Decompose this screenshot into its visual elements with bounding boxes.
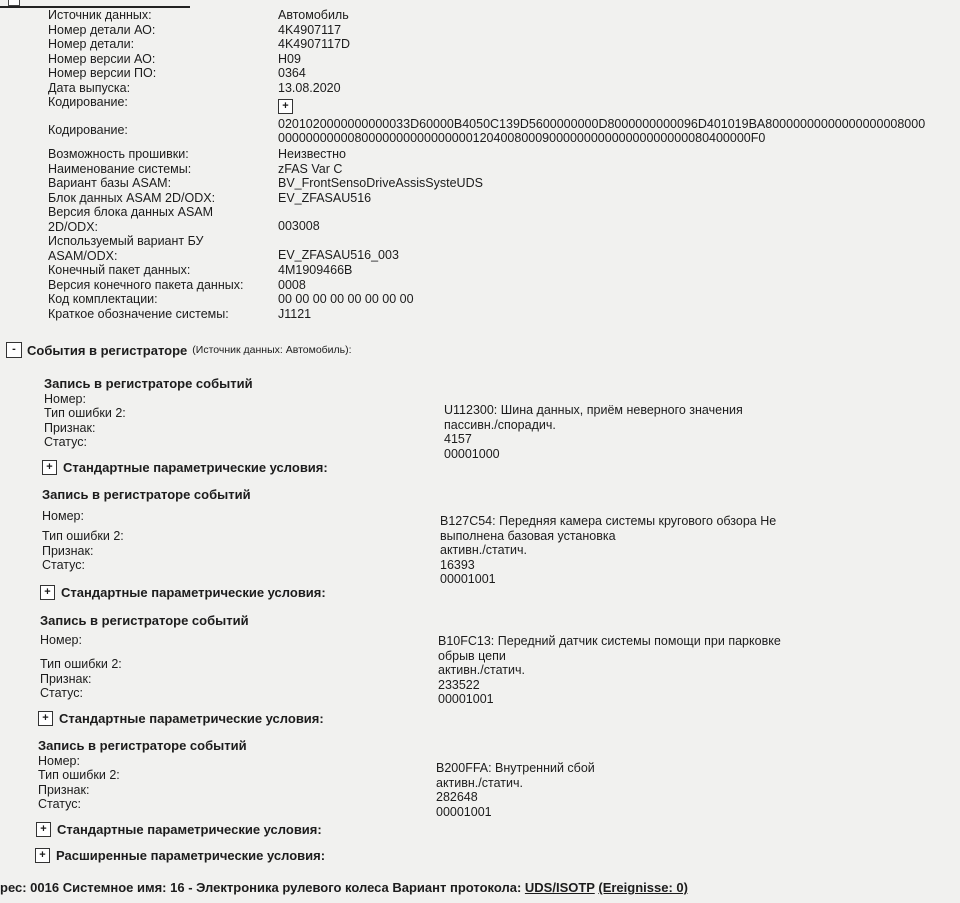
dtc-code: B127C54: Передняя камера системы кругового обзора Не bbox=[440, 514, 777, 528]
info-value: J1121 bbox=[278, 306, 312, 321]
info-row bbox=[48, 66, 960, 81]
info-row bbox=[48, 162, 960, 177]
label-status: Статус: bbox=[40, 686, 83, 700]
info-label: Возможность прошивки: bbox=[48, 147, 189, 161]
info-row bbox=[48, 147, 960, 162]
info-value: 13.08.2020 bbox=[278, 80, 341, 95]
info-value: 00 00 00 00 00 00 00 00 bbox=[278, 292, 414, 306]
info-label: Наименование системы: bbox=[48, 161, 192, 176]
info-label: Кодирование: bbox=[48, 123, 128, 137]
info-row bbox=[48, 263, 960, 278]
info-label: Вариант базы ASAM: bbox=[48, 176, 172, 190]
std-conditions-label: Стандартные параметрические условия: bbox=[59, 711, 324, 726]
label-sign: Признак: bbox=[38, 782, 90, 797]
label-error-type: Тип ошибки 2: bbox=[38, 768, 120, 782]
info-value: 4M1909466B bbox=[278, 263, 353, 277]
std-conditions-row[interactable] bbox=[36, 822, 322, 837]
ext-conditions-label: Расширенные параметрические условия: bbox=[56, 848, 326, 863]
record-title: Запись в регистраторе событий bbox=[40, 613, 249, 628]
info-row bbox=[48, 8, 960, 23]
label-status: Статус: bbox=[44, 435, 87, 449]
info-value: 0364 bbox=[278, 66, 306, 80]
info-row bbox=[48, 37, 960, 52]
label-sign: Признак: bbox=[42, 543, 94, 558]
dtc-type: активн./статич. bbox=[438, 663, 525, 677]
ext-conditions-row[interactable] bbox=[35, 848, 325, 863]
plus-icon: + bbox=[40, 585, 55, 600]
coding-expand-button[interactable] bbox=[278, 99, 293, 114]
dtc-count: 282648 bbox=[436, 790, 478, 804]
record-values bbox=[444, 403, 743, 461]
dtc-type: пассивн./спорадич. bbox=[444, 417, 556, 432]
collapse-toggle-button[interactable]: - bbox=[6, 342, 22, 358]
events-title: События в регистраторе bbox=[27, 342, 188, 358]
label-error-type: Тип ошибки 2: bbox=[42, 529, 124, 543]
dtc-status: 00001001 bbox=[438, 692, 494, 706]
info-row bbox=[48, 292, 960, 307]
label-number: Номер: bbox=[38, 753, 80, 768]
control-unit-info bbox=[48, 8, 960, 321]
info-value: 4K4907117 bbox=[278, 22, 342, 37]
info-value: BV_FrontSensoDriveAssisSysteUDS bbox=[278, 176, 483, 190]
info-row bbox=[48, 307, 960, 322]
record-title: Запись в регистраторе событий bbox=[42, 487, 251, 502]
dtc-status: 00001000 bbox=[444, 446, 500, 461]
std-conditions-label: Стандартные параметрические условия: bbox=[57, 822, 322, 837]
std-conditions-row[interactable] bbox=[38, 711, 324, 726]
info-value: zFAS Var C bbox=[278, 161, 343, 176]
footer-text: рес: 0016 Системное имя: 16 - Электроника рулевого колеса Вариант протокола: bbox=[0, 880, 525, 895]
info-value: EV_ZFASAU516_003 bbox=[278, 248, 399, 262]
info-row bbox=[48, 176, 960, 191]
info-label: Номер версии АО: bbox=[48, 51, 156, 66]
collapse-toggle[interactable] bbox=[8, 0, 20, 6]
info-value: 4K4907117D bbox=[278, 37, 351, 51]
coding-line-2: 00000000000800000000000000001204008000900000000000000000000080400000F0 bbox=[278, 131, 766, 145]
info-label: Версия конечного пакета данных: bbox=[48, 277, 244, 292]
info-label: Дата выпуска: bbox=[48, 80, 131, 95]
info-label: Блок данных ASAM 2D/ODX: bbox=[48, 190, 216, 205]
coding-line-1: 0201020000000000033D60000B4050C139D5600000000D8000000000096D401019BA80000000000000000008000 bbox=[278, 117, 926, 131]
dtc-status: 00001001 bbox=[436, 804, 492, 819]
info-value: H09 bbox=[278, 51, 301, 66]
info-label: Кодирование: bbox=[48, 95, 128, 109]
dtc-status: 00001001 bbox=[440, 572, 496, 586]
events-subtitle: (Источник данных: Автомобиль): bbox=[192, 344, 352, 356]
info-label: Версия блока данных ASAM 2D/ODX: bbox=[48, 205, 214, 234]
info-label: Краткое обозначение системы: bbox=[48, 306, 229, 321]
event-record bbox=[42, 487, 942, 586]
plus-icon: + bbox=[38, 711, 53, 726]
info-row bbox=[48, 191, 960, 206]
std-conditions-label: Стандартные параметрические условия: bbox=[63, 460, 328, 475]
next-control-unit-header[interactable] bbox=[0, 880, 960, 895]
label-number: Номер: bbox=[40, 632, 82, 647]
dtc-type: активн./статич. bbox=[436, 775, 523, 790]
info-value: Автомобиль bbox=[278, 8, 349, 22]
info-label: Используемый вариант БУ ASAM/ODX: bbox=[48, 234, 204, 263]
info-row bbox=[48, 234, 960, 263]
event-record bbox=[38, 738, 938, 819]
dtc-code: B10FC13: Передний датчик системы помощи при парковке bbox=[438, 634, 781, 648]
std-conditions-row[interactable] bbox=[40, 585, 326, 600]
info-label: Конечный пакет данных: bbox=[48, 263, 191, 277]
label-error-type: Тип ошибки 2: bbox=[44, 406, 126, 420]
plus-icon: + bbox=[35, 848, 50, 863]
info-value: 0008 bbox=[278, 277, 306, 292]
label-error-type: Тип ошибки 2: bbox=[40, 657, 122, 671]
dtc-code: B200FFA: Внутренний сбой bbox=[436, 761, 595, 775]
info-row bbox=[48, 52, 960, 67]
label-number: Номер: bbox=[42, 508, 84, 523]
record-values bbox=[436, 761, 595, 819]
label-sign: Признак: bbox=[44, 420, 96, 435]
info-value: Неизвестно bbox=[278, 147, 346, 161]
dtc-count: 233522 bbox=[438, 677, 480, 692]
record-values bbox=[438, 634, 781, 707]
info-row bbox=[48, 23, 960, 38]
label-status: Статус: bbox=[42, 558, 85, 572]
record-title: Запись в регистраторе событий bbox=[44, 376, 253, 391]
std-conditions-row[interactable] bbox=[42, 460, 328, 475]
label-number: Номер: bbox=[44, 391, 86, 406]
label-sign: Признак: bbox=[40, 671, 92, 686]
info-value: EV_ZFASAU516 bbox=[278, 190, 372, 205]
plus-icon: + bbox=[42, 460, 57, 475]
dtc-count: 4157 bbox=[444, 432, 472, 446]
record-title: Запись в регистраторе событий bbox=[38, 738, 247, 753]
events-count-link[interactable]: (Ereignisse: 0) bbox=[598, 880, 688, 895]
info-label: Номер детали АО: bbox=[48, 22, 156, 37]
info-row bbox=[48, 205, 960, 234]
info-row bbox=[48, 95, 960, 117]
protocol-link[interactable]: UDS/ISOTP bbox=[524, 880, 595, 895]
label-status: Статус: bbox=[38, 797, 81, 811]
top-section-stub bbox=[0, 0, 190, 8]
info-row bbox=[48, 278, 960, 293]
dtc-count: 16393 bbox=[440, 557, 475, 572]
plus-icon: + bbox=[36, 822, 51, 837]
info-label: Номер детали: bbox=[48, 37, 135, 51]
event-record bbox=[44, 376, 944, 461]
events-section-header bbox=[6, 342, 352, 358]
plus-icon: + bbox=[278, 99, 293, 114]
info-label: Код комплектации: bbox=[48, 292, 158, 306]
dtc-code-cont: выполнена базовая установка bbox=[440, 528, 616, 543]
dtc-type: активн./статич. bbox=[440, 543, 527, 557]
info-row bbox=[48, 117, 960, 147]
std-conditions-label: Стандартные параметрические условия: bbox=[61, 585, 326, 600]
info-value: 003008 bbox=[278, 219, 320, 233]
dtc-code: U112300: Шина данных, приём неверного значения bbox=[444, 403, 743, 417]
dtc-code-cont: обрыв цепи bbox=[438, 648, 506, 663]
info-value bbox=[278, 117, 925, 145]
info-row bbox=[48, 81, 960, 96]
info-label: Источник данных: bbox=[48, 8, 152, 22]
event-record bbox=[40, 613, 940, 706]
info-label: Номер версии ПО: bbox=[48, 66, 157, 80]
record-values bbox=[440, 514, 776, 587]
